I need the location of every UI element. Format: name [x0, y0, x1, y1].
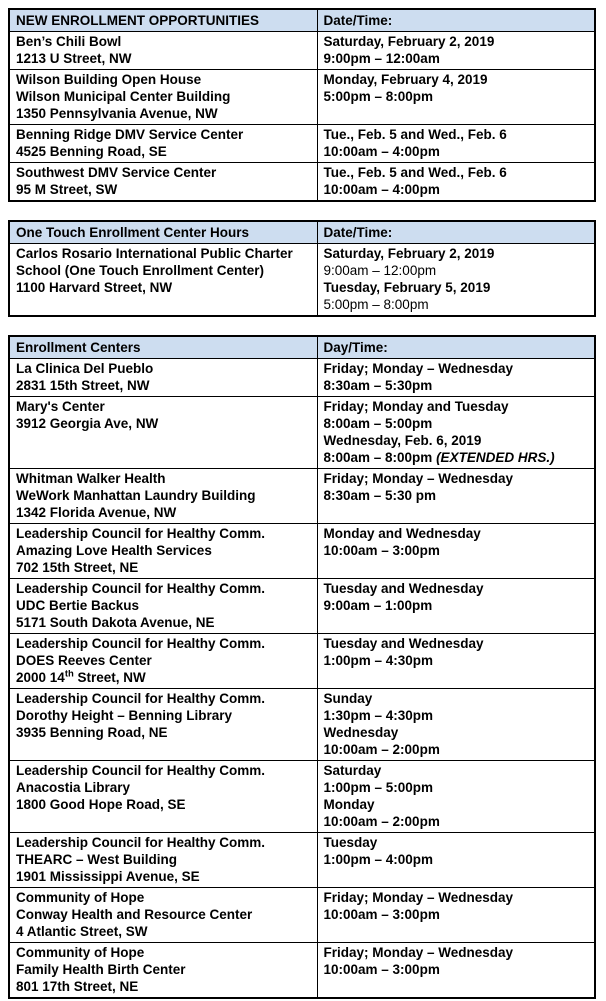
text-line: [16, 906, 311, 923]
text-line: [16, 164, 311, 181]
text-run: La Clinica Del Pueblo: [16, 361, 154, 376]
table-row: [9, 70, 595, 125]
text-run: Conway Health and Resource Center: [16, 907, 253, 922]
schedule-cell: [317, 579, 595, 634]
text-run: Tue., Feb. 5 and Wed., Feb. 6: [323, 165, 507, 180]
text-run: 5171 South Dakota Avenue, NE: [16, 615, 215, 630]
location-cell: [9, 689, 317, 761]
text-run: 1100 Harvard Street, NW: [16, 280, 173, 295]
location-cell: [9, 634, 317, 689]
text-run: Tue., Feb. 5 and Wed., Feb. 6: [323, 127, 507, 142]
text-run: 801 17th Street, NE: [16, 979, 139, 994]
text-run: 8:30am – 5:30pm: [323, 378, 433, 393]
text-run: 5:00pm – 8:00pm: [323, 89, 434, 104]
text-line: [16, 126, 311, 143]
text-run: School (One Touch Enrollment Center): [16, 263, 265, 278]
text-run: 1:30pm – 4:30pm: [323, 708, 434, 723]
text-line: [324, 33, 589, 50]
text-line: [324, 851, 589, 868]
schedule-cell: [317, 32, 595, 70]
text-line: [16, 796, 311, 813]
text-run: 702 15th Street, NE: [16, 560, 139, 575]
text-line: [16, 88, 311, 105]
text-line: [16, 143, 311, 160]
text-line: [324, 50, 589, 67]
table-row: [9, 125, 595, 163]
text-run: Leadership Council for Healthy Comm.: [16, 526, 266, 541]
text-line: [324, 813, 589, 830]
table-new-enrollment-opportunities: [8, 8, 596, 202]
text-line: [16, 614, 311, 631]
text-line: [324, 377, 589, 394]
text-run: 95 M Street, SW: [16, 182, 118, 197]
text-line: [324, 470, 589, 487]
text-line: [16, 690, 311, 707]
table-row: [9, 397, 595, 469]
table-header-row: [9, 9, 595, 32]
text-run: Benning Ridge DMV Service Center: [16, 127, 244, 142]
datetime-header-cell: Day/Time:: [317, 336, 595, 359]
text-line: [324, 71, 589, 88]
schedule-cell: [317, 469, 595, 524]
text-line: [324, 279, 589, 296]
text-run: Tuesday and Wednesday: [323, 636, 484, 651]
text-run: Monday: [323, 797, 375, 812]
text-line: [16, 889, 311, 906]
text-run: 4 Atlantic Street, SW: [16, 924, 148, 939]
text-run: 8:00am – 8:00pm: [323, 450, 437, 465]
text-line: [16, 652, 311, 669]
text-line: [16, 961, 311, 978]
table-title-cell: NEW ENROLLMENT OPPORTUNITIES: [9, 9, 317, 32]
text-line: [16, 851, 311, 868]
text-line: [16, 834, 311, 851]
text-run: 10:00am – 4:00pm: [323, 144, 440, 159]
table-title-cell: One Touch Enrollment Center Hours: [9, 221, 317, 244]
text-run: (EXTENDED HRS.): [436, 450, 555, 465]
location-cell: [9, 32, 317, 70]
text-line: [16, 50, 311, 67]
text-run: Family Health Birth Center: [16, 962, 186, 977]
text-run: 10:00am – 3:00pm: [323, 907, 440, 922]
location-cell: [9, 70, 317, 125]
text-line: [324, 296, 589, 313]
table-header-row: [9, 221, 595, 244]
text-run: Whitman Walker Health: [16, 471, 166, 486]
location-cell: [9, 524, 317, 579]
table-row: [9, 689, 595, 761]
text-run: THEARC – West Building: [16, 852, 178, 867]
text-line: [16, 978, 311, 995]
text-line: [16, 542, 311, 559]
location-cell: [9, 397, 317, 469]
text-run: 9:00am – 12:00pm: [323, 263, 437, 278]
text-run: 1342 Florida Avenue, NW: [16, 505, 177, 520]
text-line: [324, 126, 589, 143]
schedule-cell: [317, 833, 595, 888]
table-row: [9, 244, 595, 317]
schedule-cell: [317, 689, 595, 761]
text-run: 1901 Mississippi Avenue, SE: [16, 869, 200, 884]
location-cell: [9, 469, 317, 524]
table-row: [9, 163, 595, 202]
table-header-row: [9, 336, 595, 359]
text-run: Sunday: [323, 691, 373, 706]
text-run: 10:00am – 3:00pm: [323, 543, 440, 558]
location-cell: [9, 244, 317, 317]
text-run: Mary's Center: [16, 399, 105, 414]
text-line: [324, 580, 589, 597]
schedule-cell: [317, 244, 595, 317]
text-line: [324, 652, 589, 669]
schedule-cell: [317, 359, 595, 397]
schedule-cell: [317, 163, 595, 202]
text-run: 2000 14: [16, 670, 65, 685]
text-run: Friday; Monday and Tuesday: [323, 399, 509, 414]
text-run: 3935 Benning Road, NE: [16, 725, 168, 740]
text-run: Wednesday: [323, 725, 399, 740]
text-line: [16, 415, 311, 432]
text-line: [324, 432, 589, 449]
text-run: 1800 Good Hope Road, SE: [16, 797, 186, 812]
text-run: Saturday, February 2, 2019: [323, 34, 495, 49]
text-line: [324, 88, 589, 105]
text-line: [16, 279, 311, 296]
text-run: Wednesday, Feb. 6, 2019: [323, 433, 482, 448]
text-line: [16, 377, 311, 394]
text-run: Community of Hope: [16, 890, 145, 905]
text-line: [324, 143, 589, 160]
schedule-cell: [317, 634, 595, 689]
text-run: Ben’s Chili Bowl: [16, 34, 122, 49]
text-line: [324, 164, 589, 181]
text-run: Tuesday: [323, 835, 378, 850]
text-run: 10:00am – 4:00pm: [323, 182, 440, 197]
text-run: Leadership Council for Healthy Comm.: [16, 581, 266, 596]
text-line: [16, 923, 311, 940]
text-line: [16, 181, 311, 198]
tables-container: [8, 8, 598, 999]
text-run: Community of Hope: [16, 945, 145, 960]
text-line: [16, 868, 311, 885]
text-line: [324, 415, 589, 432]
location-cell: [9, 943, 317, 999]
text-line: [324, 690, 589, 707]
location-cell: [9, 761, 317, 833]
schedule-cell: [317, 888, 595, 943]
text-run: 10:00am – 3:00pm: [323, 962, 440, 977]
text-run: Wilson Municipal Center Building: [16, 89, 231, 104]
text-run: Dorothy Height – Benning Library: [16, 708, 233, 723]
text-line: [324, 525, 589, 542]
text-run: UDC Bertie Backus: [16, 598, 140, 613]
text-line: [16, 559, 311, 576]
text-run: Leadership Council for Healthy Comm.: [16, 636, 266, 651]
text-line: [324, 741, 589, 758]
text-line: [16, 504, 311, 521]
text-line: [324, 889, 589, 906]
text-line: [324, 944, 589, 961]
text-line: [16, 470, 311, 487]
text-run: 1:00pm – 4:00pm: [323, 852, 434, 867]
location-cell: [9, 833, 317, 888]
text-run: 1213 U Street, NW: [16, 51, 132, 66]
text-run: 8:30am – 5:30 pm: [323, 488, 437, 503]
text-run: 8:00am – 5:00pm: [323, 416, 433, 431]
text-run: 2831 15th Street, NW: [16, 378, 150, 393]
text-line: [324, 449, 589, 466]
text-line: [16, 707, 311, 724]
schedule-cell: [317, 70, 595, 125]
text-line: [324, 707, 589, 724]
text-line: [16, 398, 311, 415]
table-row: [9, 359, 595, 397]
text-run: Tuesday, February 5, 2019: [323, 280, 491, 295]
text-line: [16, 487, 311, 504]
text-run: Carlos Rosario International Public Charter: [16, 246, 293, 261]
text-line: [324, 834, 589, 851]
text-run: 10:00am – 2:00pm: [323, 814, 440, 829]
text-line: [324, 360, 589, 377]
text-line: [16, 779, 311, 796]
text-run: WeWork Manhattan Laundry Building: [16, 488, 256, 503]
text-run: Monday and Wednesday: [323, 526, 481, 541]
table-row: [9, 761, 595, 833]
text-run: 1:00pm – 4:30pm: [323, 653, 434, 668]
text-line: [324, 262, 589, 279]
table-row: [9, 634, 595, 689]
text-line: [16, 597, 311, 614]
text-line: [324, 762, 589, 779]
table-one-touch-enrollment-center-hours: [8, 220, 596, 317]
text-line: [16, 105, 311, 122]
text-line: [324, 181, 589, 198]
text-line: [16, 262, 311, 279]
text-run: 1:00pm – 5:00pm: [323, 780, 434, 795]
table-row: [9, 579, 595, 634]
text-run: Friday; Monday – Wednesday: [323, 890, 514, 905]
text-run: Friday; Monday – Wednesday: [323, 361, 514, 376]
text-run: Leadership Council for Healthy Comm.: [16, 691, 266, 706]
text-line: [324, 245, 589, 262]
text-run: Saturday, February 2, 2019: [323, 246, 495, 261]
text-run: Wilson Building Open House: [16, 72, 202, 87]
location-cell: [9, 888, 317, 943]
text-run: th: [64, 668, 74, 680]
text-line: [16, 724, 311, 741]
text-run: 9:00am – 1:00pm: [323, 598, 433, 613]
text-run: Amazing Love Health Services: [16, 543, 212, 558]
text-run: Tuesday and Wednesday: [323, 581, 484, 596]
text-line: [324, 542, 589, 559]
schedule-cell: [317, 125, 595, 163]
table-title-cell: Enrollment Centers: [9, 336, 317, 359]
text-line: [16, 360, 311, 377]
text-run: 3912 Georgia Ave, NW: [16, 416, 159, 431]
location-cell: [9, 125, 317, 163]
text-line: [324, 487, 589, 504]
text-run: Leadership Council for Healthy Comm.: [16, 763, 266, 778]
text-run: Southwest DMV Service Center: [16, 165, 217, 180]
location-cell: [9, 359, 317, 397]
text-line: [16, 33, 311, 50]
text-run: Leadership Council for Healthy Comm.: [16, 835, 266, 850]
text-run: Street, NW: [73, 670, 146, 685]
table-row: [9, 888, 595, 943]
text-line: [324, 796, 589, 813]
text-line: [324, 779, 589, 796]
text-line: [324, 398, 589, 415]
text-run: 9:00pm – 12:00am: [323, 51, 440, 66]
text-line: [16, 580, 311, 597]
table-row: [9, 469, 595, 524]
text-run: 5:00pm – 8:00pm: [323, 297, 429, 312]
text-run: Saturday: [323, 763, 382, 778]
text-line: [324, 961, 589, 978]
text-line: [16, 71, 311, 88]
schedule-cell: [317, 397, 595, 469]
text-run: Monday, February 4, 2019: [323, 72, 488, 87]
text-line: [16, 762, 311, 779]
table-enrollment-centers: [8, 335, 596, 999]
schedule-cell: [317, 761, 595, 833]
location-cell: [9, 163, 317, 202]
text-run: 10:00am – 2:00pm: [323, 742, 440, 757]
table-row: [9, 524, 595, 579]
text-line: [16, 245, 311, 262]
table-row: [9, 943, 595, 999]
schedule-cell: [317, 943, 595, 999]
text-run: 1350 Pennsylvania Avenue, NW: [16, 106, 218, 121]
location-cell: [9, 579, 317, 634]
text-run: Friday; Monday – Wednesday: [323, 471, 514, 486]
text-line: [16, 635, 311, 652]
table-row: [9, 32, 595, 70]
datetime-header-cell: Date/Time:: [317, 9, 595, 32]
text-line: [324, 906, 589, 923]
text-run: 4525 Benning Road, SE: [16, 144, 167, 159]
text-run: DOES Reeves Center: [16, 653, 152, 668]
text-run: Friday; Monday – Wednesday: [323, 945, 514, 960]
text-line: [324, 635, 589, 652]
table-row: [9, 833, 595, 888]
text-line: [324, 597, 589, 614]
text-run: Anacostia Library: [16, 780, 131, 795]
datetime-header-cell: Date/Time:: [317, 221, 595, 244]
text-line: [324, 724, 589, 741]
text-line: [16, 944, 311, 961]
text-line: [16, 669, 311, 686]
schedule-cell: [317, 524, 595, 579]
text-line: [16, 525, 311, 542]
